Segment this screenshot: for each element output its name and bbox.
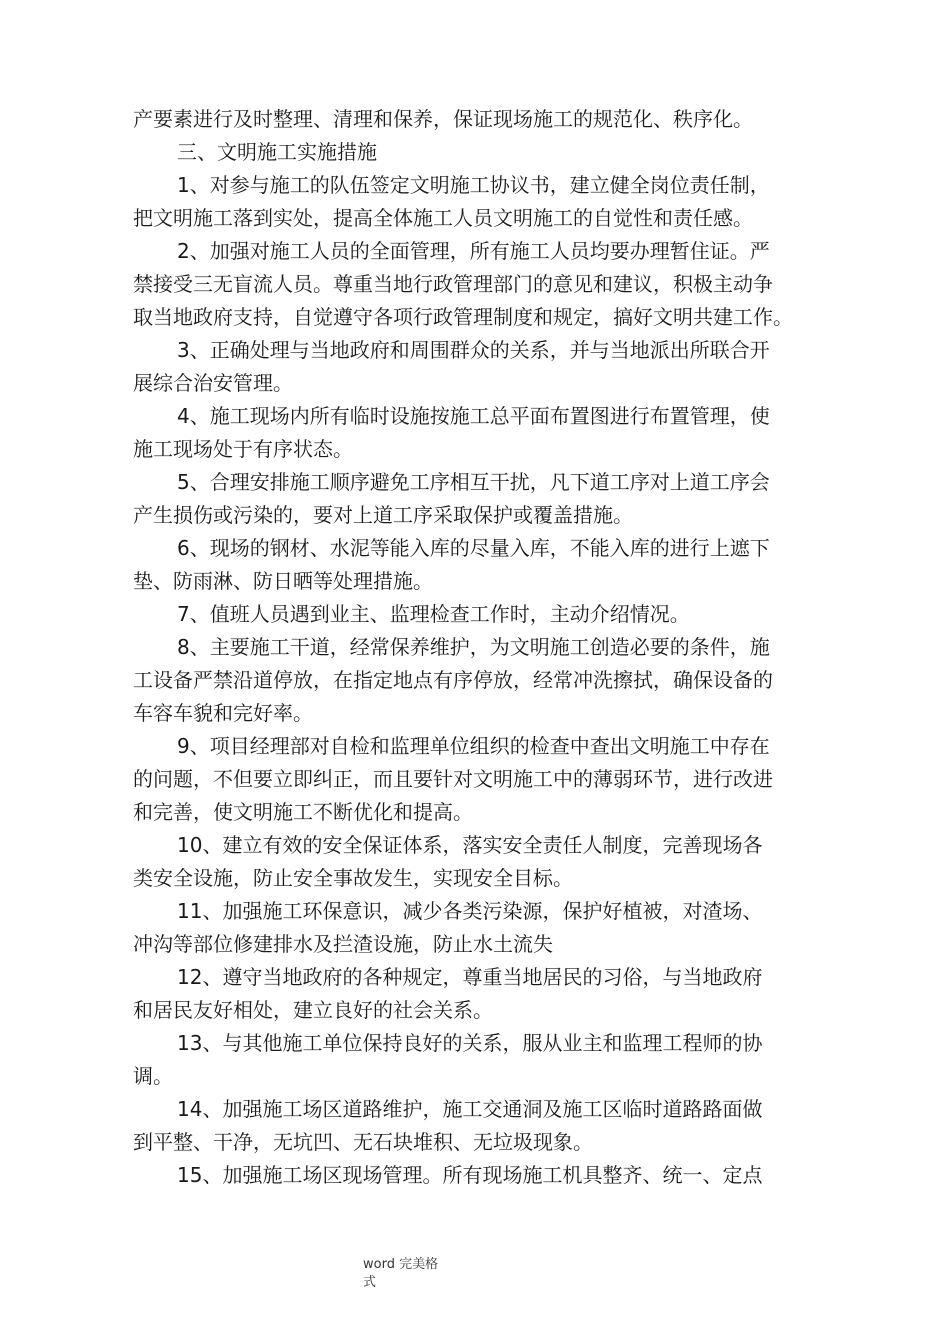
text-line: 13、与其他施工单位保持良好的关系，服从业主和监理工程师的协 (177, 1031, 763, 1055)
text-line: 和居民友好相处，建立良好的社会关系。 (133, 998, 493, 1022)
text-line: 和完善，使文明施工不断优化和提高。 (133, 800, 473, 824)
text-line: 冲沟等部位修建排水及拦渣设施，防止水土流失 (133, 932, 553, 956)
text-line: 2、加强对施工人员的全面管理，所有施工人员均要办理暂住证。严 (177, 239, 770, 263)
text-line: 三、文明施工实施措施 (177, 140, 377, 164)
document-body (133, 103, 823, 1192)
text-line: 工设备严禁沿道停放，在指定地点有序停放，经常冲洗擦拭，确保设备的 (133, 668, 773, 692)
footer-line-2: 式 (363, 1275, 377, 1290)
text-line: 15、加强施工场区现场管理。所有现场施工机具整齐、统一、定点 (177, 1163, 763, 1187)
text-line: 9、项目经理部对自检和监理单位组织的检查中查出文明施工中存在 (177, 734, 770, 758)
text-line: 1、对参与施工的队伍签定文明施工协议书，建立健全岗位责任制， (177, 173, 770, 197)
text-line: 取当地政府支持，自觉遵守各项行政管理制度和规定，搞好文明共建工作。 (133, 305, 793, 329)
text-line: 11、加强施工环保意识，减少各类污染源，保护好植被，对渣场、 (177, 899, 763, 923)
text-line: 产生损伤或污染的，要对上道工序采取保护或覆盖措施。 (133, 503, 633, 527)
text-line: 14、加强施工场区道路维护，施工交通洞及施工区临时道路路面做 (177, 1097, 763, 1121)
text-line: 把文明施工落到实处，提高全体施工人员文明施工的自觉性和责任感。 (133, 206, 753, 230)
text-line: 3、正确处理与当地政府和周围群众的关系，并与当地派出所联合开 (177, 338, 770, 362)
text-line: 到平整、干净，无坑凹、无石块堆积、无垃圾现象。 (133, 1130, 593, 1154)
text-line: 7、值班人员遇到业主、监理检查工作时，主动介绍情况。 (177, 602, 690, 626)
text-line: 调。 (133, 1064, 173, 1088)
footer-line-1: word 完美格 (363, 1257, 439, 1272)
text-line: 10、建立有效的安全保证体系，落实安全责任人制度，完善现场各 (177, 833, 763, 857)
text-line: 产要素进行及时整理、清理和保养，保证现场施工的规范化、秩序化。 (133, 107, 753, 131)
text-line: 车容车貌和完好率。 (133, 701, 313, 725)
text-line: 6、现场的钢材、水泥等能入库的尽量入库，不能入库的进行上遮下 (177, 536, 770, 560)
text-line: 4、施工现场内所有临时设施按施工总平面布置图进行布置管理，使 (177, 404, 770, 428)
text-line: 12、遵守当地政府的各种规定，尊重当地居民的习俗，与当地政府 (177, 965, 763, 989)
page-footer (363, 1256, 438, 1292)
text-line: 垫、防雨淋、防日晒等处理措施。 (133, 569, 433, 593)
text-line: 的问题，不但要立即纠正，而且要针对文明施工中的薄弱环节，进行改进 (133, 767, 773, 791)
text-line: 5、合理安排施工顺序避免工序相互干扰，凡下道工序对上道工序会 (177, 470, 770, 494)
text-line: 8、主要施工干道，经常保养维护，为文明施工创造必要的条件，施 (177, 635, 770, 659)
text-line: 展综合治安管理。 (133, 371, 293, 395)
text-line: 禁接受三无盲流人员。尊重当地行政管理部门的意见和建议，积极主动争 (133, 272, 773, 296)
text-line: 类安全设施，防止安全事故发生，实现安全目标。 (133, 866, 573, 890)
text-line: 施工现场处于有序状态。 (133, 437, 353, 461)
